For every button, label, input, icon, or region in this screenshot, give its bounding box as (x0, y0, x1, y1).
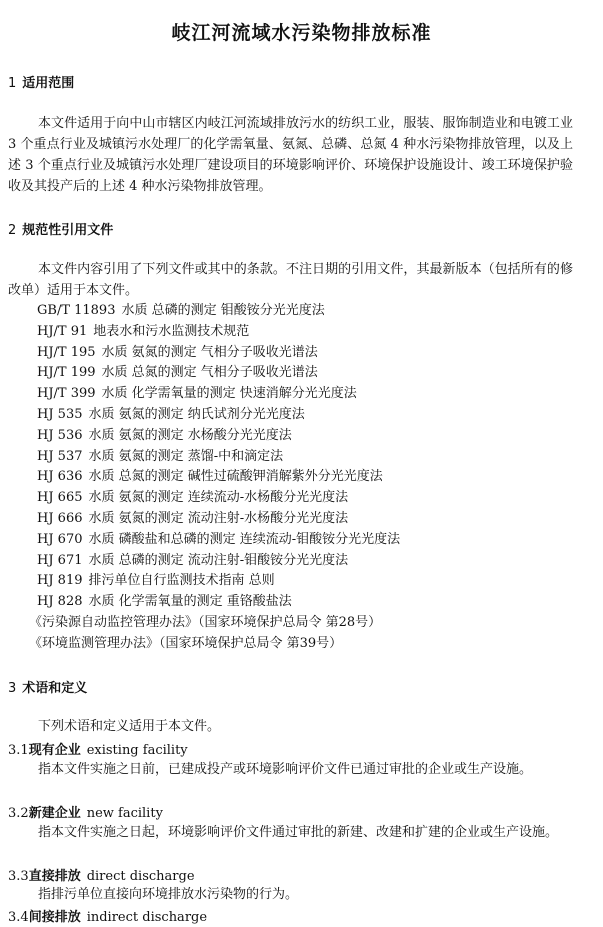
term-number: 3.1 (8, 743, 29, 758)
term-name: 新建企业 (28, 806, 81, 821)
section-1-paragraph: 本文件适用于向中山市辖区内岐江河流域排放污水的纺织工业，服装、服饰制造业和电镀工业 3 个重点行业及城镇污水处理厂的化学需氧量、氨氮、总磷、总氮 4 种水污染物排放管理，以及上述 3 个重点行业及城镇污水处理厂建设项目的环境影响评价、环境保护设施设计、竣工环境保护验收及其投产后的上述 4 种水污染物排放管理。 (8, 116, 573, 194)
term-number: 3.4 (8, 910, 29, 925)
section-1-title: 适用范围 (22, 76, 75, 91)
reference-item: HJ 666 水质 氨氮的测定 流动注射-水杨酸分光光度法 (37, 510, 349, 526)
reference-item: HJ 665 水质 氨氮的测定 连续流动-水杨酸分光光度法 (37, 490, 349, 506)
term-existing-facility (8, 739, 188, 758)
reference-list (29, 301, 401, 655)
document-title: 岐江河流域水污染物排放标准 (171, 22, 432, 44)
reference-item: HJ 636 水质 总氮的测定 碱性过硫酸钾消解紫外分光光度法 (37, 469, 383, 485)
reference-item: HJ/T 199 水质 总氮的测定 气相分子吸收光谱法 (37, 365, 318, 381)
section-2-heading (8, 219, 113, 238)
section-2-title: 规范性引用文件 (22, 223, 114, 238)
section-3-heading (8, 677, 87, 696)
reference-item: HJ 670 水质 磷酸盐和总磷的测定 连续流动-钼酸铵分光光度法 (37, 531, 401, 547)
reference-item: HJ 535 水质 氨氮的测定 纳氏试剂分光光度法 (37, 406, 305, 422)
reference-item: HJ 537 水质 氨氮的测定 蒸馏-中和滴定法 (37, 448, 284, 464)
reference-item: GB/T 11893 水质 总磷的测定 钼酸铵分光光度法 (37, 303, 325, 318)
term-indirect-discharge (8, 906, 207, 925)
reference-item: HJ/T 195 水质 氨氮的测定 气相分子吸收光谱法 (37, 344, 318, 360)
section-2-number: 2 (8, 223, 17, 238)
section-1-number: 1 (8, 76, 17, 91)
reference-law: 《环境监测管理办法》（国家环境保护总局令 第39号） (29, 635, 343, 651)
term-name: 直接排放 (28, 869, 81, 884)
term-new-facility (8, 802, 163, 821)
term-definition: 指本文件实施之日前，已建成投产或环境影响评价文件已通过审批的企业或生产设施。 (38, 762, 533, 777)
reference-item: HJ 671 水质 总磷的测定 流动注射-钼酸铵分光光度法 (37, 552, 349, 568)
term-english: indirect discharge (86, 910, 208, 925)
term-english: direct discharge (86, 869, 195, 884)
reference-item: HJ 536 水质 氨氮的测定 水杨酸分光光度法 (37, 427, 292, 443)
term-number: 3.3 (8, 869, 29, 884)
section-3-title: 术语和定义 (22, 681, 88, 696)
term-name: 间接排放 (28, 910, 81, 925)
term-number: 3.2 (8, 806, 29, 821)
reference-law: 《污染源自动监控管理办法》（国家环境保护总局令 第28号） (29, 614, 382, 630)
term-definition: 指排污单位直接向环境排放水污染物的行为。 (38, 887, 299, 902)
section-1-heading (8, 72, 74, 91)
section-3-intro: 下列术语和定义适用于本文件。 (38, 719, 221, 734)
term-name: 现有企业 (28, 743, 81, 758)
reference-item: HJ 819 排污单位自行监测技术指南 总则 (37, 573, 275, 589)
reference-item: HJ/T 399 水质 化学需氧量的测定 快速消解分光光度法 (37, 386, 357, 402)
term-english: new facility (86, 806, 163, 821)
section-2-paragraph: 本文件内容引用了下列文件或其中的条款。不注日期的引用文件，其最新版本（包括所有的修改单）适用于本文件。 (8, 262, 573, 298)
term-definition: 指本文件实施之日起，环境影响评价文件通过审批的新建、改建和扩建的企业或生产设施。 (38, 825, 559, 840)
reference-item: HJ/T 91 地表水和污水监测技术规范 (37, 323, 250, 339)
reference-item: HJ 828 水质 化学需氧量的测定 重铬酸盐法 (37, 594, 292, 610)
section-3-number: 3 (8, 681, 17, 696)
term-direct-discharge (8, 865, 195, 884)
term-english: existing facility (86, 743, 188, 758)
